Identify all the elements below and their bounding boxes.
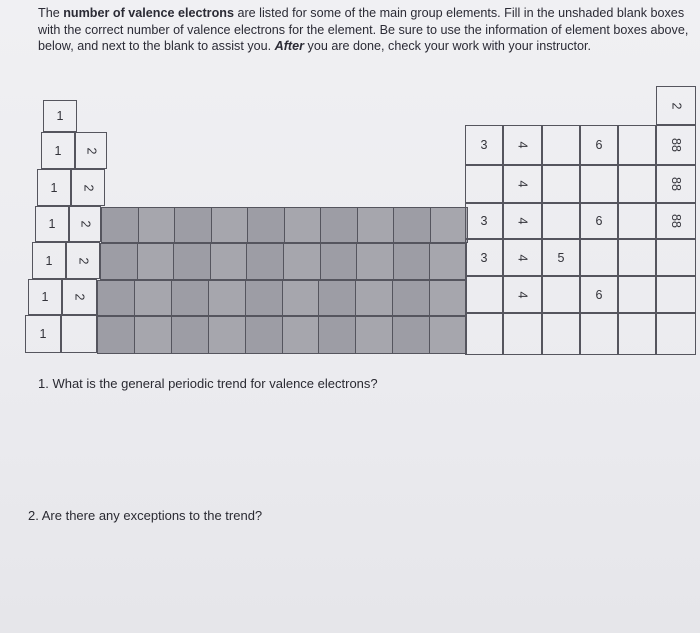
- transition-metal-cell-r6-c6: [282, 280, 320, 316]
- group1-cell-row2-value: 1: [54, 143, 62, 158]
- group2-cell-row3-value: 2: [80, 184, 95, 191]
- group1-cell-row5: [32, 242, 66, 279]
- transition-metal-cell-r6-c3: [171, 280, 209, 316]
- transition-metal-cell-r4-c4: [211, 207, 249, 243]
- group18-cell-row4-value: 88: [669, 214, 683, 228]
- transition-metal-cell-r7-c5: [245, 316, 283, 354]
- instructions-after: After: [274, 39, 305, 53]
- transition-metal-cell-r4-c1: [101, 207, 139, 243]
- transition-metal-cell-r6-c4: [208, 280, 246, 316]
- group16-cell-row3: [580, 165, 618, 203]
- transition-metal-cell-r7-c6: [282, 316, 320, 354]
- instructions-bold: number of valence electrons: [63, 6, 234, 20]
- group2-cell-row6: [62, 279, 97, 315]
- group17-cell-row5: [618, 239, 656, 276]
- group16-cell-row4: [580, 203, 618, 239]
- group18-cell-row5: [656, 239, 696, 276]
- group14-cell-row4-value: 4: [515, 217, 530, 225]
- instructions-part-3: you are done, check your work with your instructor.: [304, 39, 592, 53]
- group16-cell-row2-value: 6: [595, 138, 603, 152]
- group17-cell-row2: [618, 125, 656, 165]
- transition-metal-cell-r6-c9: [392, 280, 430, 316]
- group17-cell-row3: [618, 165, 656, 203]
- group16-cell-row2: [580, 125, 618, 165]
- group16-cell-row6-value: 6: [595, 287, 603, 302]
- group15-cell-row4: [542, 203, 580, 239]
- group1-cell-row6: [28, 279, 62, 315]
- group13-cell-row4: [465, 203, 503, 239]
- group16-cell-row6: [580, 276, 618, 313]
- group17-cell-row4: [618, 203, 656, 239]
- group14-cell-row6: [503, 276, 542, 313]
- group14-cell-row3-value: 4: [515, 180, 530, 188]
- question-1: 1. What is the general periodic trend for valence electrons?: [38, 376, 378, 391]
- transition-metal-cell-r5-c1: [100, 243, 138, 280]
- group18-cell-row3: [656, 165, 696, 203]
- group16-cell-row5: [580, 239, 618, 276]
- transition-metal-cell-r4-c5: [247, 207, 285, 243]
- group14-cell-row7: [503, 313, 542, 355]
- transition-metal-cell-r4-c6: [284, 207, 322, 243]
- transition-metal-cell-r6-c2: [134, 280, 172, 316]
- group13-cell-row2: [465, 125, 503, 165]
- group2-cell-row6-value: 2: [72, 293, 87, 301]
- group14-cell-row6-value: 4: [515, 291, 530, 298]
- group1-cell-row6-value: 1: [41, 290, 49, 304]
- group13-cell-row2-value: 3: [480, 138, 488, 152]
- transition-metal-cell-r7-c10: [429, 316, 467, 354]
- group13-cell-row5-value: 3: [480, 250, 488, 265]
- group13-cell-row6: [465, 276, 503, 313]
- instructions-part-2: are listed for some of the main group elements. Fill in the unshaded blank boxes with the correct number of valence electrons for the element. Be sure to use the information of element boxes above, below, and next to the blank to assist you.: [38, 6, 689, 53]
- group15-cell-row6: [542, 276, 580, 313]
- transition-metal-cell-r5-c7: [320, 243, 358, 280]
- group1-cell-row7: [25, 315, 61, 353]
- group15-cell-row5-value: 5: [557, 250, 565, 265]
- group18-cell-row3-value: 88: [669, 177, 683, 191]
- group1-cell-row3-value: 1: [50, 180, 58, 195]
- group2-cell-row4: [69, 206, 101, 242]
- transition-metal-cell-r6-c7: [318, 280, 356, 316]
- group1-cell-row4-value: 1: [48, 217, 56, 231]
- group1-cell-row4: [35, 206, 69, 242]
- transition-metal-cell-r7-c7: [318, 316, 356, 354]
- group18-cell-row6: [656, 276, 696, 313]
- group15-cell-row3: [542, 165, 580, 203]
- instructions-part-1: The: [38, 6, 64, 20]
- group17-cell-row6: [618, 276, 656, 313]
- group13-cell-row3: [465, 165, 503, 203]
- group13-cell-row5: [465, 239, 503, 276]
- transition-metal-cell-r4-c9: [393, 207, 431, 243]
- group1-cell-row3: [37, 169, 71, 206]
- group2-cell-row5: [66, 242, 100, 279]
- transition-metal-cell-r6-c1: [97, 280, 135, 316]
- transition-metal-cell-r7-c4: [208, 316, 246, 354]
- group18-cell-row1-value: 2: [668, 102, 683, 109]
- transition-metal-cell-r4-c2: [138, 207, 176, 243]
- transition-metal-cell-r5-c4: [210, 243, 248, 280]
- transition-metal-cell-r7-c3: [171, 316, 209, 354]
- transition-metal-cell-r7-c8: [355, 316, 393, 354]
- group14-cell-row5: [503, 239, 542, 276]
- group2-cell-row3: [71, 169, 105, 206]
- transition-metal-cell-r4-c8: [357, 207, 395, 243]
- group14-cell-row2: [503, 125, 542, 165]
- transition-metal-cell-r5-c9: [393, 243, 431, 280]
- group1-cell-row7-value: 1: [39, 327, 47, 341]
- question-2: 2. Are there any exceptions to the trend?: [28, 508, 263, 523]
- transition-metal-cell-r4-c10: [430, 207, 468, 243]
- group18-cell-row4-value-value: 8: [669, 221, 683, 228]
- group18-cell-row4: [656, 203, 696, 239]
- group18-cell-row7: [656, 313, 696, 355]
- group1-cell-row5-value: 1: [45, 253, 53, 268]
- group1-cell-row2: [41, 132, 75, 169]
- transition-metal-cell-r6-c8: [355, 280, 393, 316]
- transition-metal-cell-r7-c1: [97, 316, 135, 354]
- group1-cell-row1: [43, 100, 77, 132]
- group2-cell-row7: [61, 315, 97, 353]
- group14-cell-row5-value: 4: [515, 254, 530, 261]
- group15-cell-row7: [542, 313, 580, 355]
- transition-metal-cell-r5-c3: [173, 243, 211, 280]
- transition-metal-cell-r5-c5: [246, 243, 284, 280]
- transition-metal-cell-r4-c3: [174, 207, 212, 243]
- transition-metal-cell-r7-c2: [134, 316, 172, 354]
- transition-metal-cell-r6-c10: [429, 280, 467, 316]
- group14-cell-row4: [503, 203, 542, 239]
- group13-cell-row7: [465, 313, 503, 355]
- transition-metal-cell-r5-c6: [283, 243, 321, 280]
- group18-cell-row3-value-value: 8: [669, 184, 683, 191]
- group16-cell-row7: [580, 313, 618, 355]
- group2-cell-row2-value: 2: [83, 147, 98, 154]
- transition-metal-cell-r7-c9: [392, 316, 430, 354]
- group2-cell-row2: [75, 132, 107, 169]
- group18-cell-row2-value: 88: [669, 138, 683, 152]
- group1-cell-row1-value: 1: [56, 109, 64, 123]
- group17-cell-row7: [618, 313, 656, 355]
- transition-metal-cell-r5-c10: [429, 243, 467, 280]
- transition-metal-cell-r6-c5: [245, 280, 283, 316]
- group18-cell-row2: [656, 125, 696, 165]
- group13-cell-row4-value: 3: [480, 214, 488, 228]
- group15-cell-row2: [542, 125, 580, 165]
- group14-cell-row2-value: 4: [515, 141, 530, 149]
- transition-metal-cell-r5-c2: [137, 243, 175, 280]
- group2-cell-row4-value: 2: [77, 220, 92, 228]
- group18-cell-row2-value-value: 8: [669, 145, 683, 152]
- transition-metal-cell-r4-c7: [320, 207, 358, 243]
- group14-cell-row3: [503, 165, 542, 203]
- group2-cell-row5-value: 2: [75, 257, 90, 264]
- instructions-text: [38, 5, 693, 55]
- group16-cell-row4-value: 6: [595, 214, 603, 228]
- transition-metal-cell-r5-c8: [356, 243, 394, 280]
- group18-cell-row1: [656, 86, 696, 125]
- group15-cell-row5: [542, 239, 580, 276]
